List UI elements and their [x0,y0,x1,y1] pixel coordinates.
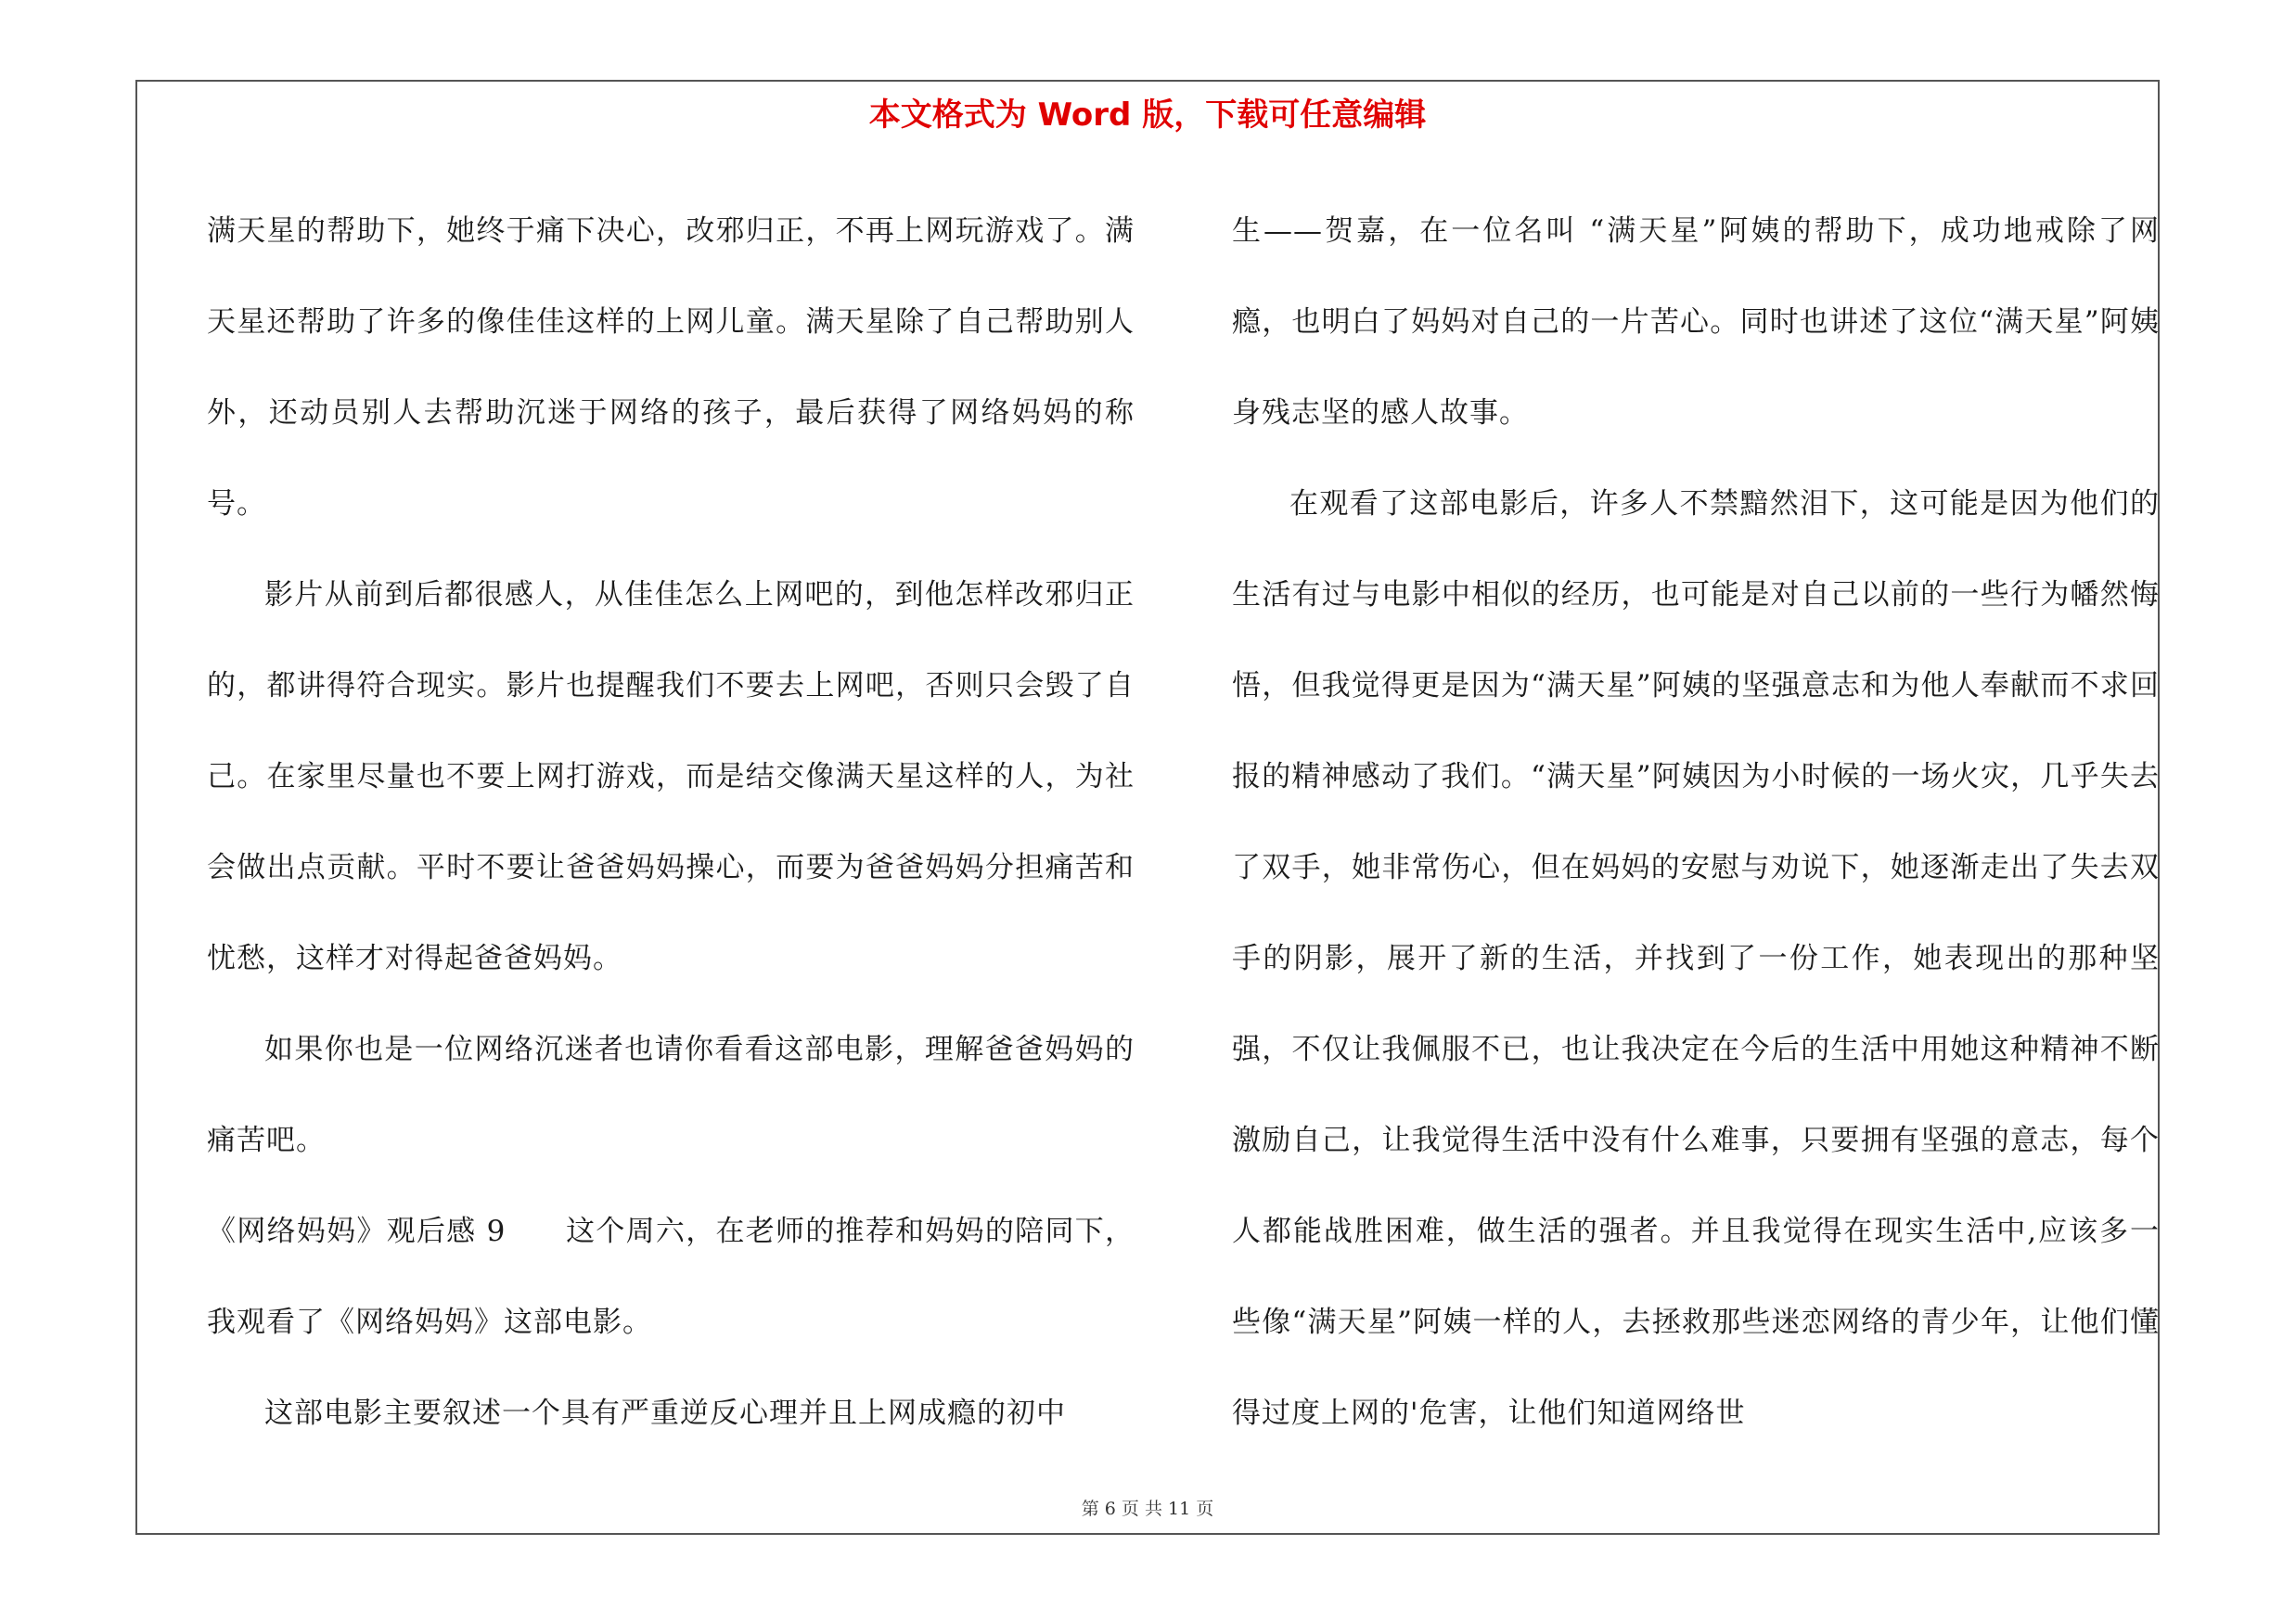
essay-heading-paragraph: 《网络妈妈》观后感 9 这个周六，在老师的推荐和妈妈的陪同下，我观看了《网络妈妈》这部电影。 [207,1215,1135,1339]
paragraph-continuation: 生——贺嘉，在一位名叫 “满天星”阿姨的帮助下，成功地戒除了网瘾，也明白了妈妈对自己的一片苦心。同时也讲述了这位“满天星”阿姨身残志坚的感人故事。 [1232,214,2160,430]
paragraph: 影片从前到后都很感人，从佳佳怎么上网吧的，到他怎样改邪归正的，都讲得符合现实。影片也提醒我们不要去上网吧，否则只会毁了自己。在家里尽量也不要上网打游戏，而是结交像满天星这样的人，为社会做出点贡献。平时不要让爸爸妈妈操心，而要为爸爸妈妈分担痛苦和忧愁，这样才对得起爸爸妈妈。 [207,578,1135,975]
right-text-column [1232,186,2160,1459]
editable-word-format-banner: 本文格式为 Word 版，下载可任意编辑 [868,97,1427,134]
paragraph-continuation: 满天星的帮助下，她终于痛下决心，改邪归正，不再上网玩游戏了。满天星还帮助了许多的像佳佳这样的上网儿童。满天星除了自己帮助别人外，还动员别人去帮助沉迷于网络的孩子，最后获得了网络妈妈的称号。 [207,214,1135,521]
page-number: 第 6 页 共 11 页 [1081,1499,1214,1519]
paragraph: 在观看了这部电影后，许多人不禁黯然泪下，这可能是因为他们的生活有过与电影中相似的经历，也可能是对自己以前的一些行为幡然悔悟，但我觉得更是因为“满天星”阿姨的坚强意志和为他人奉献而不求回报的精神感动了我们。“满天星”阿姨因为小时候的一场火灾，几乎失去了双手，她非常伤心，但在妈妈的安慰与劝说下，她逐渐走出了失去双手的阴影，展开了新的生活，并找到了一份工作，她表现出的那种坚强，不仅让我佩服不已，也让我决定在今后的生活中用她这种精神不断激励自己，让我觉得生活中没有什么难事，只要拥有坚强的意志，每个人都能战胜困难，做生活的强者。并且我觉得在现实生活中,应该多一些像“满天星”阿姨一样的人，去拯救那些迷恋网络的青少年，让他们懂得过度上网的'危害，让他们知道网络世 [1232,487,2160,1430]
left-text-column [207,186,1135,1459]
document-page [135,80,2160,1535]
paragraph: 如果你也是一位网络沉迷者也请你看看这部电影，理解爸爸妈妈的痛苦吧。 [207,1033,1135,1157]
paragraph: 这部电影主要叙述一个具有严重逆反心理并且上网成瘾的初中 [264,1397,1066,1430]
